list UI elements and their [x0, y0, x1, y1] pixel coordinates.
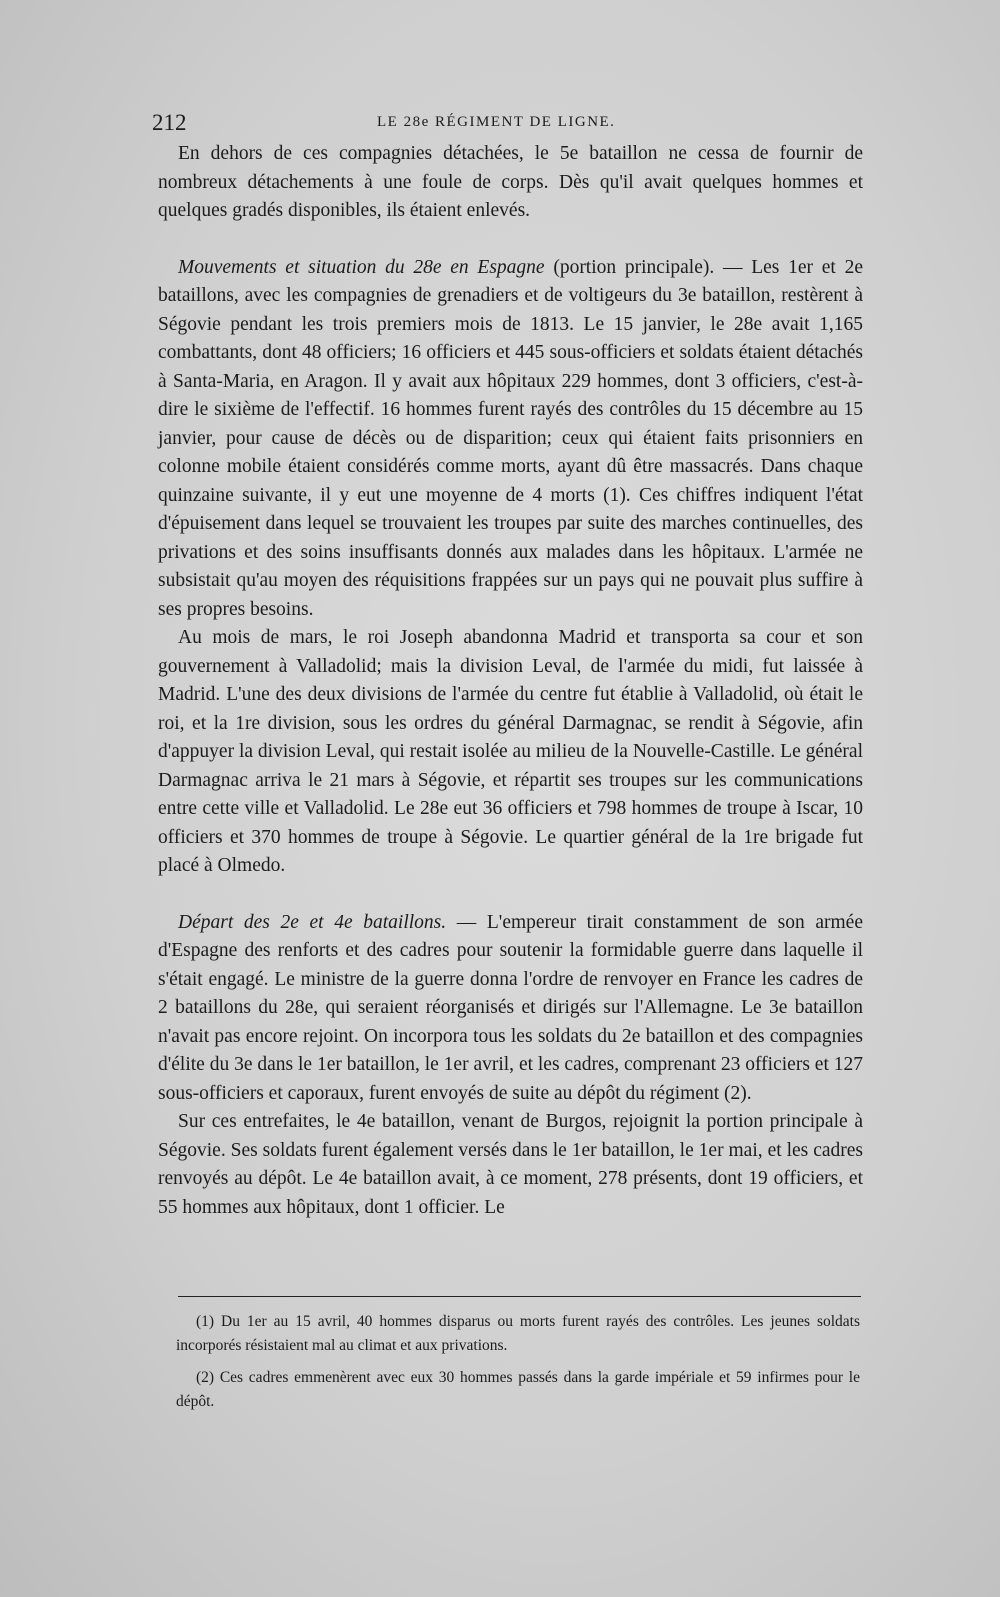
- paragraph-2-text: (portion principale). — Les 1er et 2e bataillons, avec les compagnies de grenadiers et de voltigeurs du 3e bataillon, restèrent à Ségovie pendant les trois premiers mois de 1813. Le 15 janvier, le 28e avait 1,165 combattants, dont 48 officiers; 16 officiers et 445 sous-officiers et soldats étaient détachés à Santa-Maria, en Aragon. Il y avait aux hôpitaux 229 hommes, dont 3 officiers, c'est-à-dire le sixième de l'effectif. 16 hommes furent rayés des contrôles du 15 décembre au 15 janvier, pour cause de décès ou de disparition; ceux qui étaient faits prisonniers en colonne mobile étaient considérés comme morts, ayant dû être massacrés. Dans chaque quinzaine suivante, il y eut une moyenne de 4 morts (1). Ces chiffres indiquent l'état d'épuisement dans lequel se trouvaient les troupes par suite des marches continuelles, des privations et des soins insuffisants donnés aux malades dans les hôpitaux. L'armée ne subsistait qu'au moyen des réquisitions frappées sur un pays qui ne pouvait plus suffire à ses propres besoins.: [158, 256, 863, 620]
- footnote-2: (2) Ces cadres emmenèrent avec eux 30 hommes passés dans la garde impériale et 59 infirmes pour le dépôt.: [176, 1369, 860, 1410]
- page-body: [158, 140, 863, 1222]
- paragraph-4-text: — L'empereur tirait constamment de son armée d'Espagne des renforts et des cadres pour soutenir la formidable guerre dans laquelle il s'était engagé. Le ministre de la guerre donna l'ordre de renvoyer en France les cadres de 2 bataillons du 28e, qui seraient réorganisés et dirigés sur l'Allemagne. Le 3e bataillon n'avait pas encore rejoint. On incorpora tous les soldats du 2e bataillon et des compagnies d'élite du 3e dans le 1er bataillon, le 1er avril, et les cadres, comprenant 23 officiers et 127 sous-officiers et caporaux, furent envoyés de suite au dépôt du régiment (2).: [158, 911, 863, 1104]
- paragraph-4: [158, 909, 863, 1109]
- footnotes: [176, 1310, 860, 1422]
- footnote-1: (1) Du 1er au 15 avril, 40 hommes disparus ou morts furent rayés des contrôles. Les jeunes soldats incorporés résistaient mal au climat et aux privations.: [176, 1313, 860, 1354]
- paragraph-1: En dehors de ces compagnies détachées, le 5e bataillon ne cessa de fournir de nombreux détachements à une foule de corps. Dès qu'il avait quelques hommes et quelques gradés disponibles, ils étaient enlevés.: [158, 143, 863, 221]
- footnote-rule: [178, 1296, 861, 1297]
- paragraph-3: Au mois de mars, le roi Joseph abandonna Madrid et transporta sa cour et son gouvernement à Valladolid; mais la division Leval, de l'armée du midi, fut laissée à Madrid. L'une des deux divisions de l'armée du centre fut établie à Valladolid, où était le roi, et la 1re division, sous les ordres du général Darmagnac, se rendit à Ségovie, afin d'appuyer la division Leval, qui restait isolée au milieu de la Nouvelle-Castille. Le général Darmagnac arriva le 21 mars à Ségovie, et répartit ses troupes sur les communications entre cette ville et Valladolid. Le 28e eut 36 officiers et 798 hommes de troupe à Iscar, 10 officiers et 370 hommes de troupe à Ségovie. Le quartier général de la 1re brigade fut placé à Olmedo.: [158, 627, 863, 876]
- paragraph-5: Sur ces entrefaites, le 4e bataillon, venant de Burgos, rejoignit la portion principale à Ségovie. Ses soldats furent également versés dans le 1er bataillon, le 1er mai, et les cadres renvoyés au dépôt. Le 4e bataillon avait, à ce moment, 278 présents, dont 19 officiers, et 55 hommes aux hôpitaux, dont 1 officier. Le: [158, 1111, 863, 1218]
- section-title-mouvements: Mouvements et situation du 28e en Espagne: [178, 256, 545, 278]
- paragraph-2: [158, 254, 863, 625]
- page-number: 212: [152, 110, 187, 135]
- running-head: LE 28e RÉGIMENT DE LIGNE.: [377, 114, 616, 130]
- section-title-depart: Départ des 2e et 4e bataillons.: [178, 911, 447, 933]
